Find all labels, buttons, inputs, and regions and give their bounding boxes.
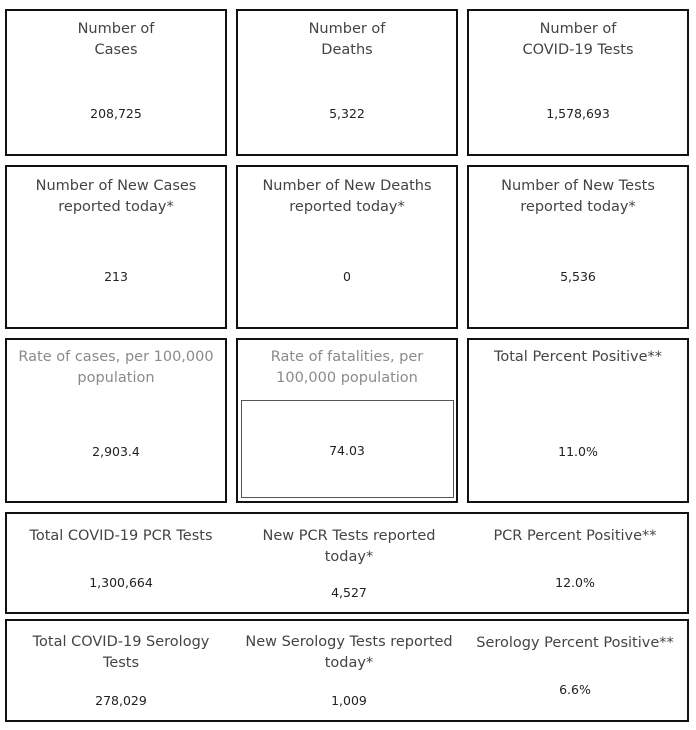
pcr-positive-cell xyxy=(463,514,687,612)
serology-card[interactable] xyxy=(5,619,689,722)
serology-total-label: Total COVID-19 Serology Tests xyxy=(32,634,210,671)
tests-card[interactable] xyxy=(467,9,689,156)
serology-new-cell xyxy=(235,621,463,720)
pcr-new-label: New PCR Tests reported today* xyxy=(262,528,436,565)
new-deaths-card[interactable] xyxy=(236,165,458,329)
deaths-label: Number of Deaths xyxy=(308,21,386,58)
cases-value: 208,725 xyxy=(90,106,142,121)
deaths-card[interactable] xyxy=(236,9,458,156)
percent-positive-value: 11.0% xyxy=(558,444,598,459)
serology-positive-cell xyxy=(463,621,687,720)
deaths-value: 5,322 xyxy=(329,106,365,121)
serology-positive-value: 6.6% xyxy=(559,682,591,697)
serology-total-cell xyxy=(7,621,235,720)
pcr-total-value: 1,300,664 xyxy=(89,575,153,590)
pcr-new-value: 4,527 xyxy=(331,585,367,600)
case-rate-label: Rate of cases, per 100,000 population xyxy=(18,349,214,386)
new-deaths-label: Number of New Deaths reported today* xyxy=(262,178,432,215)
new-cases-label: Number of New Cases reported today* xyxy=(35,178,197,215)
pcr-positive-label: PCR Percent Positive** xyxy=(493,528,657,544)
percent-positive-card[interactable] xyxy=(467,338,689,503)
new-tests-label: Number of New Tests reported today* xyxy=(501,178,655,215)
pcr-total-label: Total COVID-19 PCR Tests xyxy=(29,528,213,544)
tests-value: 1,578,693 xyxy=(546,106,610,121)
tests-label: Number of COVID-19 Tests xyxy=(522,21,634,58)
new-cases-card[interactable] xyxy=(5,165,227,329)
new-tests-card[interactable] xyxy=(467,165,689,329)
percent-positive-label: Total Percent Positive** xyxy=(493,349,663,365)
serology-positive-label: Serology Percent Positive** xyxy=(476,635,674,651)
fatality-rate-label: Rate of fatalities, per 100,000 population xyxy=(270,349,424,386)
pcr-total-cell xyxy=(7,514,235,612)
new-cases-value: 213 xyxy=(104,269,128,284)
cases-label: Number of Cases xyxy=(77,21,155,58)
serology-total-value: 278,029 xyxy=(95,693,147,708)
case-rate-value: 2,903.4 xyxy=(92,444,140,459)
serology-new-label: New Serology Tests reported today* xyxy=(245,634,453,671)
fatality-rate-card[interactable] xyxy=(236,338,458,503)
fatality-rate-value: 74.03 xyxy=(329,443,365,458)
pcr-card[interactable] xyxy=(5,512,689,614)
new-tests-value: 5,536 xyxy=(560,269,596,284)
serology-new-value: 1,009 xyxy=(331,693,367,708)
case-rate-card[interactable] xyxy=(5,338,227,503)
pcr-new-cell xyxy=(235,514,463,612)
new-deaths-value: 0 xyxy=(343,269,351,284)
pcr-positive-value: 12.0% xyxy=(555,575,595,590)
cases-card[interactable] xyxy=(5,9,227,156)
